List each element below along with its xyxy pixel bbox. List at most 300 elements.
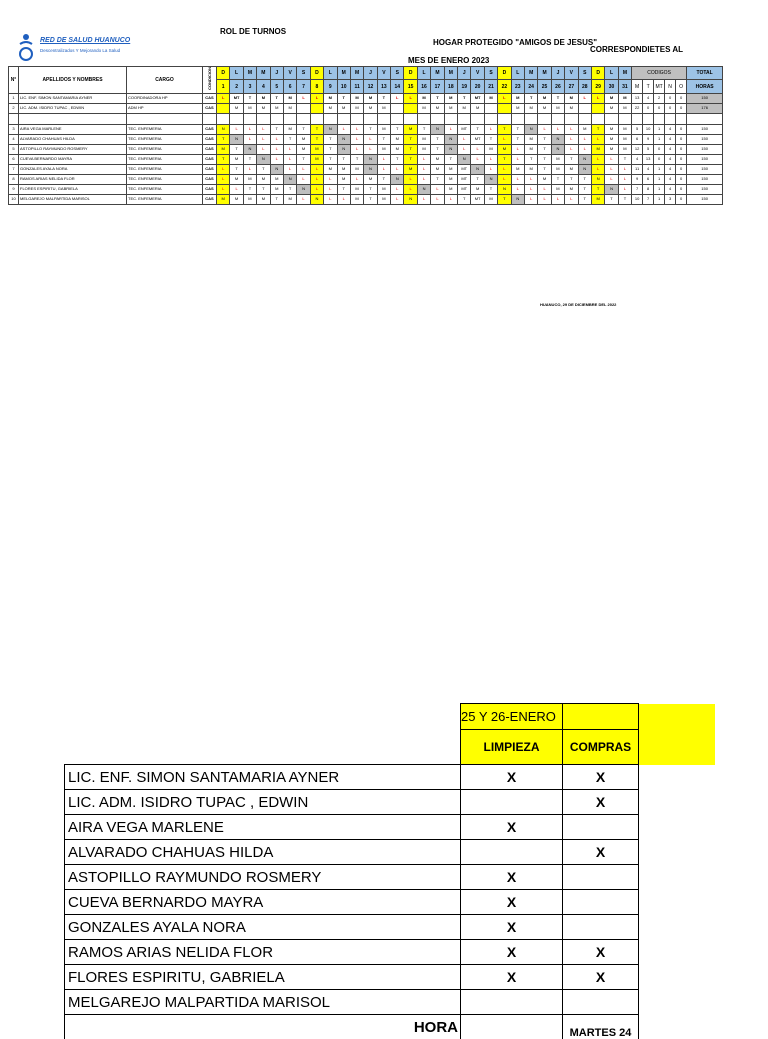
- shift-cell: L: [551, 194, 564, 204]
- staff-condition: CAS: [203, 184, 217, 194]
- shift-cell: M: [243, 194, 256, 204]
- shift-cell: N: [484, 174, 497, 184]
- doc-title: ROL DE TURNOS: [220, 27, 286, 36]
- shift-cell: MT: [458, 164, 471, 174]
- shift-cell: L: [297, 93, 310, 103]
- shift-cell: L: [310, 164, 323, 174]
- shift-cell: M: [350, 164, 363, 174]
- shift-cell: L: [565, 124, 578, 134]
- shift-cell: T: [377, 174, 390, 184]
- staff-row: [9, 144, 723, 154]
- tasks-date: 25 Y 26-ENERO: [461, 704, 563, 730]
- shift-cell: T: [578, 174, 591, 184]
- shift-cell: N: [591, 174, 604, 184]
- code-count: 4: [643, 93, 654, 103]
- shift-cell: M: [524, 164, 537, 174]
- staff-row: [9, 174, 723, 184]
- staff-condition: CAS: [203, 164, 217, 174]
- shift-cell: N: [431, 124, 444, 134]
- shift-cell: M: [444, 93, 457, 103]
- code-header: O: [676, 80, 687, 93]
- day-number-header: 10: [337, 80, 350, 93]
- code-count: 0: [676, 93, 687, 103]
- shift-cell: T: [391, 124, 404, 134]
- staff-row: [9, 154, 723, 164]
- shift-cell: M: [257, 194, 270, 204]
- shift-cell: T: [551, 93, 564, 103]
- staff-condition: CAS: [203, 144, 217, 154]
- task-row: [65, 840, 715, 865]
- shift-cell: M: [511, 164, 524, 174]
- total-hours: 150: [687, 174, 723, 184]
- shift-cell: M: [417, 103, 430, 113]
- weekday-header: V: [377, 67, 390, 80]
- shift-cell: M: [605, 124, 618, 134]
- shift-cell: L: [458, 144, 471, 154]
- logo-title: RED DE SALUD HUANUCO: [40, 37, 130, 44]
- shift-cell: M: [484, 194, 497, 204]
- shift-cell: M: [471, 103, 484, 113]
- shift-cell: T: [297, 124, 310, 134]
- shift-cell: M: [337, 164, 350, 174]
- code-header: N: [665, 80, 676, 93]
- shift-cell: L: [283, 144, 296, 154]
- shift-cell: T: [538, 164, 551, 174]
- code-count: 7: [632, 184, 643, 194]
- day-number-header: 16: [417, 80, 430, 93]
- day-number-header: 1: [217, 80, 230, 93]
- shift-cell: T: [377, 134, 390, 144]
- shift-cell: T: [498, 154, 511, 164]
- shift-cell: T: [538, 154, 551, 164]
- shift-cell: N: [551, 134, 564, 144]
- shift-cell: L: [591, 154, 604, 164]
- shift-cell: L: [377, 154, 390, 164]
- shift-grid: [8, 66, 723, 205]
- shift-cell: M: [524, 144, 537, 154]
- shift-cell: L: [324, 194, 337, 204]
- shift-cell: T: [364, 184, 377, 194]
- shift-cell: T: [511, 124, 524, 134]
- shift-cell: M: [364, 103, 377, 113]
- code-count: 4: [665, 164, 676, 174]
- shift-cell: [297, 103, 310, 113]
- shift-cell: MT: [471, 93, 484, 103]
- task-row: [65, 940, 715, 965]
- weekday-header: J: [458, 67, 471, 80]
- code-count: 0: [676, 174, 687, 184]
- shift-cell: L: [270, 134, 283, 144]
- shift-cell: MT: [458, 174, 471, 184]
- shift-cell: N: [217, 124, 230, 134]
- shift-cell: N: [444, 144, 457, 154]
- shift-cell: M: [404, 164, 417, 174]
- staff-condition: CAS: [203, 103, 217, 113]
- shift-cell: M: [417, 93, 430, 103]
- weekday-header: J: [551, 67, 564, 80]
- condition-label: CONDICION: [206, 67, 214, 90]
- shift-cell: M: [591, 144, 604, 154]
- shift-cell: T: [618, 154, 631, 164]
- shift-cell: T: [404, 144, 417, 154]
- shift-cell: T: [431, 134, 444, 144]
- shift-cell: N: [257, 154, 270, 164]
- shift-cell: MT: [471, 194, 484, 204]
- shift-cell: L: [270, 144, 283, 154]
- shift-cell: L: [484, 154, 497, 164]
- shift-cell: L: [511, 154, 524, 164]
- staff-row: [9, 103, 723, 113]
- staff-condition: CAS: [203, 194, 217, 204]
- hours-header: HORAS: [687, 80, 723, 93]
- total-hours: 150: [687, 194, 723, 204]
- shift-cell: T: [257, 184, 270, 194]
- total-hours: 150: [687, 124, 723, 134]
- shift-cell: T: [270, 93, 283, 103]
- day-number-header: 28: [578, 80, 591, 93]
- limpieza-mark: X: [461, 965, 563, 990]
- compras-mark: [563, 815, 639, 840]
- staff-name: AIRA VEGA MARLENE: [19, 124, 127, 134]
- shift-cell: M: [565, 164, 578, 174]
- task-staff-name: ALVARADO CHAHUAS HILDA: [65, 840, 461, 865]
- code-count: 1: [654, 174, 665, 184]
- shift-cell: L: [431, 184, 444, 194]
- shift-cell: T: [458, 93, 471, 103]
- shift-cell: L: [538, 184, 551, 194]
- shift-cell: L: [391, 194, 404, 204]
- staff-name: ALVARADO CHAHUAS HILDA: [19, 134, 127, 144]
- shift-cell: T: [243, 184, 256, 194]
- code-count: 11: [632, 164, 643, 174]
- shift-cell: T: [404, 154, 417, 164]
- task-staff-name: RAMOS ARIAS NELIDA FLOR: [65, 940, 461, 965]
- shift-cell: MT: [471, 134, 484, 144]
- staff-name: RAMOS ARIAS NELIDA FLOR: [19, 174, 127, 184]
- day-number-header: 22: [498, 80, 511, 93]
- code-count: 4: [665, 174, 676, 184]
- shift-cell: M: [257, 103, 270, 113]
- shift-cell: L: [618, 184, 631, 194]
- shift-cell: M: [605, 103, 618, 113]
- total-hours: 150: [687, 144, 723, 154]
- shift-cell: M: [431, 154, 444, 164]
- shift-cell: [391, 103, 404, 113]
- code-count: 1: [654, 194, 665, 204]
- code-count: 13: [632, 93, 643, 103]
- weekday-header: M: [350, 67, 363, 80]
- staff-row: [9, 194, 723, 204]
- code-count: 0: [665, 93, 676, 103]
- shift-cell: M: [524, 134, 537, 144]
- shift-cell: N: [551, 144, 564, 154]
- staff-row: [9, 93, 723, 103]
- shift-cell: L: [444, 194, 457, 204]
- task-row: [65, 765, 715, 790]
- compras-mark: X: [563, 840, 639, 865]
- weekday-header: M: [243, 67, 256, 80]
- weekday-header: L: [511, 67, 524, 80]
- shift-cell: M: [364, 93, 377, 103]
- hogar-title: HOGAR PROTEGIDO "AMIGOS DE JESUS": [433, 38, 597, 47]
- code-count: 4: [632, 154, 643, 164]
- task-staff-name: MELGAREJO MALPARTIDA MARISOL: [65, 990, 461, 1015]
- shift-cell: M: [578, 124, 591, 134]
- shift-cell: L: [404, 93, 417, 103]
- code-count: 4: [665, 184, 676, 194]
- shift-cell: N: [404, 194, 417, 204]
- shift-cell: L: [350, 124, 363, 134]
- shift-cell: L: [511, 184, 524, 194]
- code-count: 10: [632, 194, 643, 204]
- shift-cell: T: [538, 134, 551, 144]
- staff-position: ADM HP: [127, 103, 203, 113]
- shift-cell: L: [444, 124, 457, 134]
- shift-cell: M: [243, 103, 256, 113]
- staff-condition: CAS: [203, 154, 217, 164]
- code-count: 0: [676, 164, 687, 174]
- total-hours: 150: [687, 93, 723, 103]
- weekday-header: D: [310, 67, 323, 80]
- code-count: 6: [643, 174, 654, 184]
- shift-cell: M: [498, 144, 511, 154]
- shift-cell: L: [417, 164, 430, 174]
- staff-position: TEC. ENFEMERIA: [127, 194, 203, 204]
- month-label: MES DE ENERO 2023: [408, 56, 489, 65]
- shift-cell: L: [243, 134, 256, 144]
- staff-condition: CAS: [203, 134, 217, 144]
- shift-cell: M: [618, 93, 631, 103]
- shift-cell: L: [337, 124, 350, 134]
- weekday-header: S: [578, 67, 591, 80]
- shift-cell: L: [498, 93, 511, 103]
- compras-mark: X: [563, 765, 639, 790]
- task-row: [65, 790, 715, 815]
- staff-name: GONZALES AYALA NORA: [19, 164, 127, 174]
- shift-cell: M: [551, 103, 564, 113]
- shift-cell: N: [511, 194, 524, 204]
- shift-cell: T: [431, 144, 444, 154]
- shift-cell: T: [565, 154, 578, 164]
- shift-cell: M: [458, 103, 471, 113]
- shift-cell: L: [324, 184, 337, 194]
- weekday-header: D: [217, 67, 230, 80]
- code-count: 1: [654, 184, 665, 194]
- shift-cell: M: [565, 93, 578, 103]
- shift-cell: N: [498, 184, 511, 194]
- shift-cell: N: [364, 154, 377, 164]
- code-count: 1: [654, 134, 665, 144]
- shift-cell: T: [324, 154, 337, 164]
- shift-cell: M: [417, 144, 430, 154]
- row-number: 10: [9, 194, 19, 204]
- weekday-header: L: [605, 67, 618, 80]
- shift-cell: M: [471, 184, 484, 194]
- staff-position: COORDINADORA HP: [127, 93, 203, 103]
- compras-mark: [563, 990, 639, 1015]
- shift-cell: N: [417, 184, 430, 194]
- limpieza-mark: [461, 990, 563, 1015]
- weekday-header: S: [391, 67, 404, 80]
- shift-cell: [217, 103, 230, 113]
- shift-cell: L: [391, 164, 404, 174]
- shift-cell: T: [283, 184, 296, 194]
- shift-cell: M: [538, 93, 551, 103]
- weekday-header: V: [471, 67, 484, 80]
- shift-cell: T: [324, 134, 337, 144]
- task-row: [65, 915, 715, 940]
- shift-cell: L: [217, 184, 230, 194]
- shift-cell: M: [551, 184, 564, 194]
- shift-cell: N: [324, 124, 337, 134]
- weekday-header: M: [538, 67, 551, 80]
- day-number-header: 25: [538, 80, 551, 93]
- code-count: 6: [632, 134, 643, 144]
- shift-cell: M: [230, 174, 243, 184]
- shift-cell: T: [605, 194, 618, 204]
- code-count: 0: [676, 184, 687, 194]
- shift-cell: T: [377, 93, 390, 103]
- compras-mark: X: [563, 790, 639, 815]
- shift-cell: M: [618, 124, 631, 134]
- shift-cell: M: [444, 184, 457, 194]
- code-count: 8: [643, 184, 654, 194]
- shift-cell: T: [458, 194, 471, 204]
- shift-cell: L: [257, 134, 270, 144]
- compras-mark: X: [563, 940, 639, 965]
- compras-mark: [563, 890, 639, 915]
- weekday-header: D: [404, 67, 417, 80]
- code-count: 9: [632, 174, 643, 184]
- shift-cell: L: [565, 144, 578, 154]
- shift-cell: T: [364, 124, 377, 134]
- shift-cell: M: [297, 144, 310, 154]
- shift-cell: L: [605, 154, 618, 164]
- shift-cell: L: [243, 164, 256, 174]
- shift-cell: M: [565, 184, 578, 194]
- shift-cell: L: [217, 164, 230, 174]
- shift-cell: M: [257, 174, 270, 184]
- staff-position: TEC. ENFEMERIA: [127, 154, 203, 164]
- shift-cell: T: [551, 174, 564, 184]
- shift-cell: L: [591, 164, 604, 174]
- day-number-header: 29: [591, 80, 604, 93]
- code-count: 4: [665, 144, 676, 154]
- total-hours: 150: [687, 184, 723, 194]
- shift-cell: M: [484, 93, 497, 103]
- shift-cell: L: [217, 174, 230, 184]
- shift-cell: M: [431, 164, 444, 174]
- day-number-header: 23: [511, 80, 524, 93]
- shift-cell: M: [283, 103, 296, 113]
- shift-cell: T: [337, 93, 350, 103]
- weekday-header: J: [270, 67, 283, 80]
- day-number-header: 24: [524, 80, 537, 93]
- shift-cell: T: [230, 164, 243, 174]
- code-count: 13: [643, 154, 654, 164]
- staff-row: [9, 124, 723, 134]
- shift-cell: L: [257, 124, 270, 134]
- shift-cell: M: [350, 103, 363, 113]
- row-number: 8: [9, 174, 19, 184]
- weekday-header: M: [618, 67, 631, 80]
- shift-cell: T: [283, 134, 296, 144]
- shift-cell: T: [243, 93, 256, 103]
- shift-cell: L: [565, 194, 578, 204]
- code-count: 12: [632, 144, 643, 154]
- shift-cell: L: [417, 154, 430, 164]
- shift-cell: MT: [230, 93, 243, 103]
- day-number-header: 15: [404, 80, 417, 93]
- shift-cell: L: [511, 174, 524, 184]
- shift-cell: M: [377, 194, 390, 204]
- code-count: 0: [654, 103, 665, 113]
- shift-cell: M: [605, 93, 618, 103]
- codes-header: CODIGOS: [632, 67, 687, 80]
- shift-cell: L: [377, 164, 390, 174]
- shift-cell: T: [591, 124, 604, 134]
- col-number-header: N°: [9, 67, 19, 94]
- shift-cell: T: [538, 144, 551, 154]
- shift-cell: M: [511, 93, 524, 103]
- compras-mark: [563, 865, 639, 890]
- task-staff-name: LIC. ADM. ISIDRO TUPAC , EDWIN: [65, 790, 461, 815]
- shift-cell: N: [297, 184, 310, 194]
- compras-mark: X: [563, 965, 639, 990]
- red-salud-logo: [16, 32, 126, 62]
- row-number: 5: [9, 144, 19, 154]
- code-header: MT: [654, 80, 665, 93]
- shift-cell: L: [484, 164, 497, 174]
- shift-cell: N: [458, 154, 471, 164]
- shift-cell: N: [391, 174, 404, 184]
- shift-cell: T: [364, 194, 377, 204]
- compras-header: COMPRAS: [563, 730, 639, 765]
- col-name-header: APELLIDOS Y NOMBRES: [19, 67, 127, 94]
- row-number: 6: [9, 154, 19, 164]
- shift-cell: L: [498, 164, 511, 174]
- weekday-header: V: [283, 67, 296, 80]
- shift-cell: T: [431, 174, 444, 184]
- shift-cell: M: [217, 144, 230, 154]
- code-header: T: [643, 80, 654, 93]
- shift-cell: N: [524, 124, 537, 134]
- shift-cell: M: [270, 174, 283, 184]
- shift-cell: T: [431, 93, 444, 103]
- shift-cell: L: [605, 174, 618, 184]
- day-number-header: 9: [324, 80, 337, 93]
- shift-cell: M: [444, 174, 457, 184]
- logo-subtitle: Descentralizados Y Mejorando La Salud: [40, 48, 120, 53]
- shift-cell: N: [471, 164, 484, 174]
- staff-name: CUEVA BERNARDO MAYRA: [19, 154, 127, 164]
- shift-cell: L: [458, 134, 471, 144]
- staff-position: TEC. ENFEMERIA: [127, 134, 203, 144]
- martes-label: MARTES 24: [563, 1015, 639, 1039]
- code-count: 1: [654, 164, 665, 174]
- shift-cell: T: [511, 134, 524, 144]
- code-count: 4: [643, 164, 654, 174]
- code-count: 0: [676, 194, 687, 204]
- shift-cell: T: [350, 154, 363, 164]
- weekday-header: D: [591, 67, 604, 80]
- shift-cell: N: [243, 144, 256, 154]
- shift-cell: T: [404, 134, 417, 144]
- limpieza-header: LIMPIEZA: [461, 730, 563, 765]
- shift-cell: L: [565, 134, 578, 144]
- shift-cell: L: [230, 124, 243, 134]
- day-number-header: 17: [431, 80, 444, 93]
